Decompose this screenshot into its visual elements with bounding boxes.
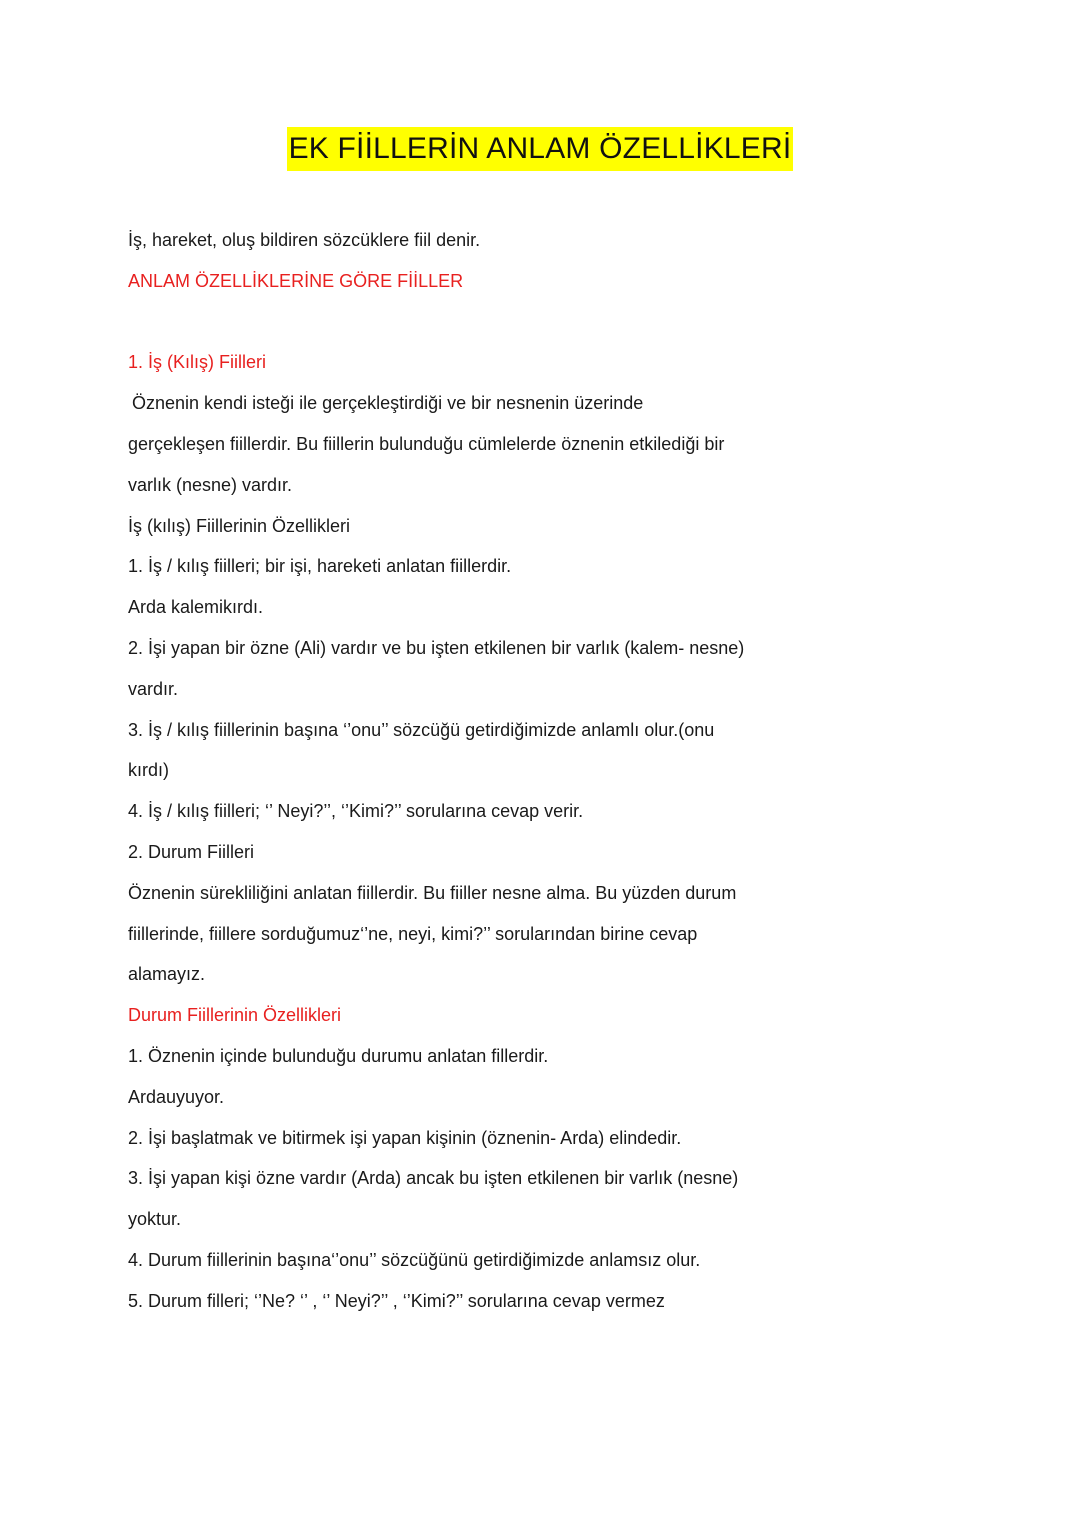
section-heading: ANLAM ÖZELLİKLERİNE GÖRE FİİLLER (128, 270, 464, 291)
features-heading-durum: Durum Fiillerinin Özellikleri (128, 1005, 342, 1026)
list-item-continuation: kırdı) (128, 760, 170, 781)
list-item: 4. Durum fiillerinin başına‘’onu’’ sözcüğünü getirdiğimizde anlamsız olur. (128, 1249, 701, 1270)
paragraph-line: Öznenin kendi isteği ile gerçekleştirdiği ve bir nesnenin üzerinde (132, 393, 644, 414)
list-item-continuation: yoktur. (128, 1209, 182, 1230)
title-container (0, 127, 1080, 171)
list-item: 4. İş / kılış fiilleri; ‘’ Neyi?’’, ‘’Kimi?’’ sorularına cevap verir. (128, 801, 584, 822)
list-item: 2. İşi yapan bir özne (Ali) vardır ve bu işten etkilenen bir varlık (kalem- nesne) (128, 637, 745, 658)
list-item: 1. İş / kılış fiilleri; bir işi, hareketi anlatan fiillerdir. (128, 556, 512, 577)
subsection-heading-durum-fiilleri: 2. Durum Fiilleri (128, 841, 255, 862)
list-item: 2. İşi başlatmak ve bitirmek işi yapan kişinin (öznenin- Arda) elindedir. (128, 1127, 682, 1148)
paragraph-line: fiillerinde, fiillere sorduğumuz‘’ne, neyi, kimi?’’ sorularından birine cevap (128, 923, 698, 944)
list-item: 1. Öznenin içinde bulunduğu durumu anlatan fillerdir. (128, 1045, 549, 1066)
list-item: 3. İşi yapan kişi özne vardır (Arda) ancak bu işten etkilenen bir varlık (nesne) (128, 1168, 739, 1189)
list-item: 3. İş / kılış fiillerinin başına ‘’onu’’ sözcüğü getirdiğimizde anlamlı olur.(onu (128, 719, 715, 740)
paragraph-line: alamayız. (128, 964, 206, 985)
document-body (128, 220, 768, 1322)
example-sentence: Arda kalemikırdı. (128, 597, 264, 618)
features-heading-is: İş (kılış) Fiillerinin Özellikleri (128, 515, 351, 536)
definition-line: İş, hareket, oluş bildiren sözcüklere fiil denir. (128, 230, 481, 250)
subsection-heading-is-fiilleri: 1. İş (Kılış) Fiilleri (128, 352, 267, 373)
list-item-continuation: vardır. (128, 678, 179, 699)
list-item: 5. Durum filleri; ‘’Ne? ‘’ , ‘’ Neyi?’’ , ‘’Kimi?’’ sorularına cevap vermez (128, 1290, 665, 1311)
paragraph-line: gerçekleşen fiillerdir. Bu fiillerin bulunduğu cümlelerde öznenin etkilediği bir (128, 433, 725, 454)
blank-line (128, 302, 768, 343)
paragraph-line: varlık (nesne) vardır. (128, 474, 293, 495)
example-sentence: Ardauyuyor. (128, 1086, 225, 1107)
page-title: EK FİİLLERİN ANLAM ÖZELLİKLERİ (287, 127, 794, 171)
paragraph-line: Öznenin sürekliliğini anlatan fiillerdir. Bu fiiller nesne alma. Bu yüzden durum (128, 882, 737, 903)
